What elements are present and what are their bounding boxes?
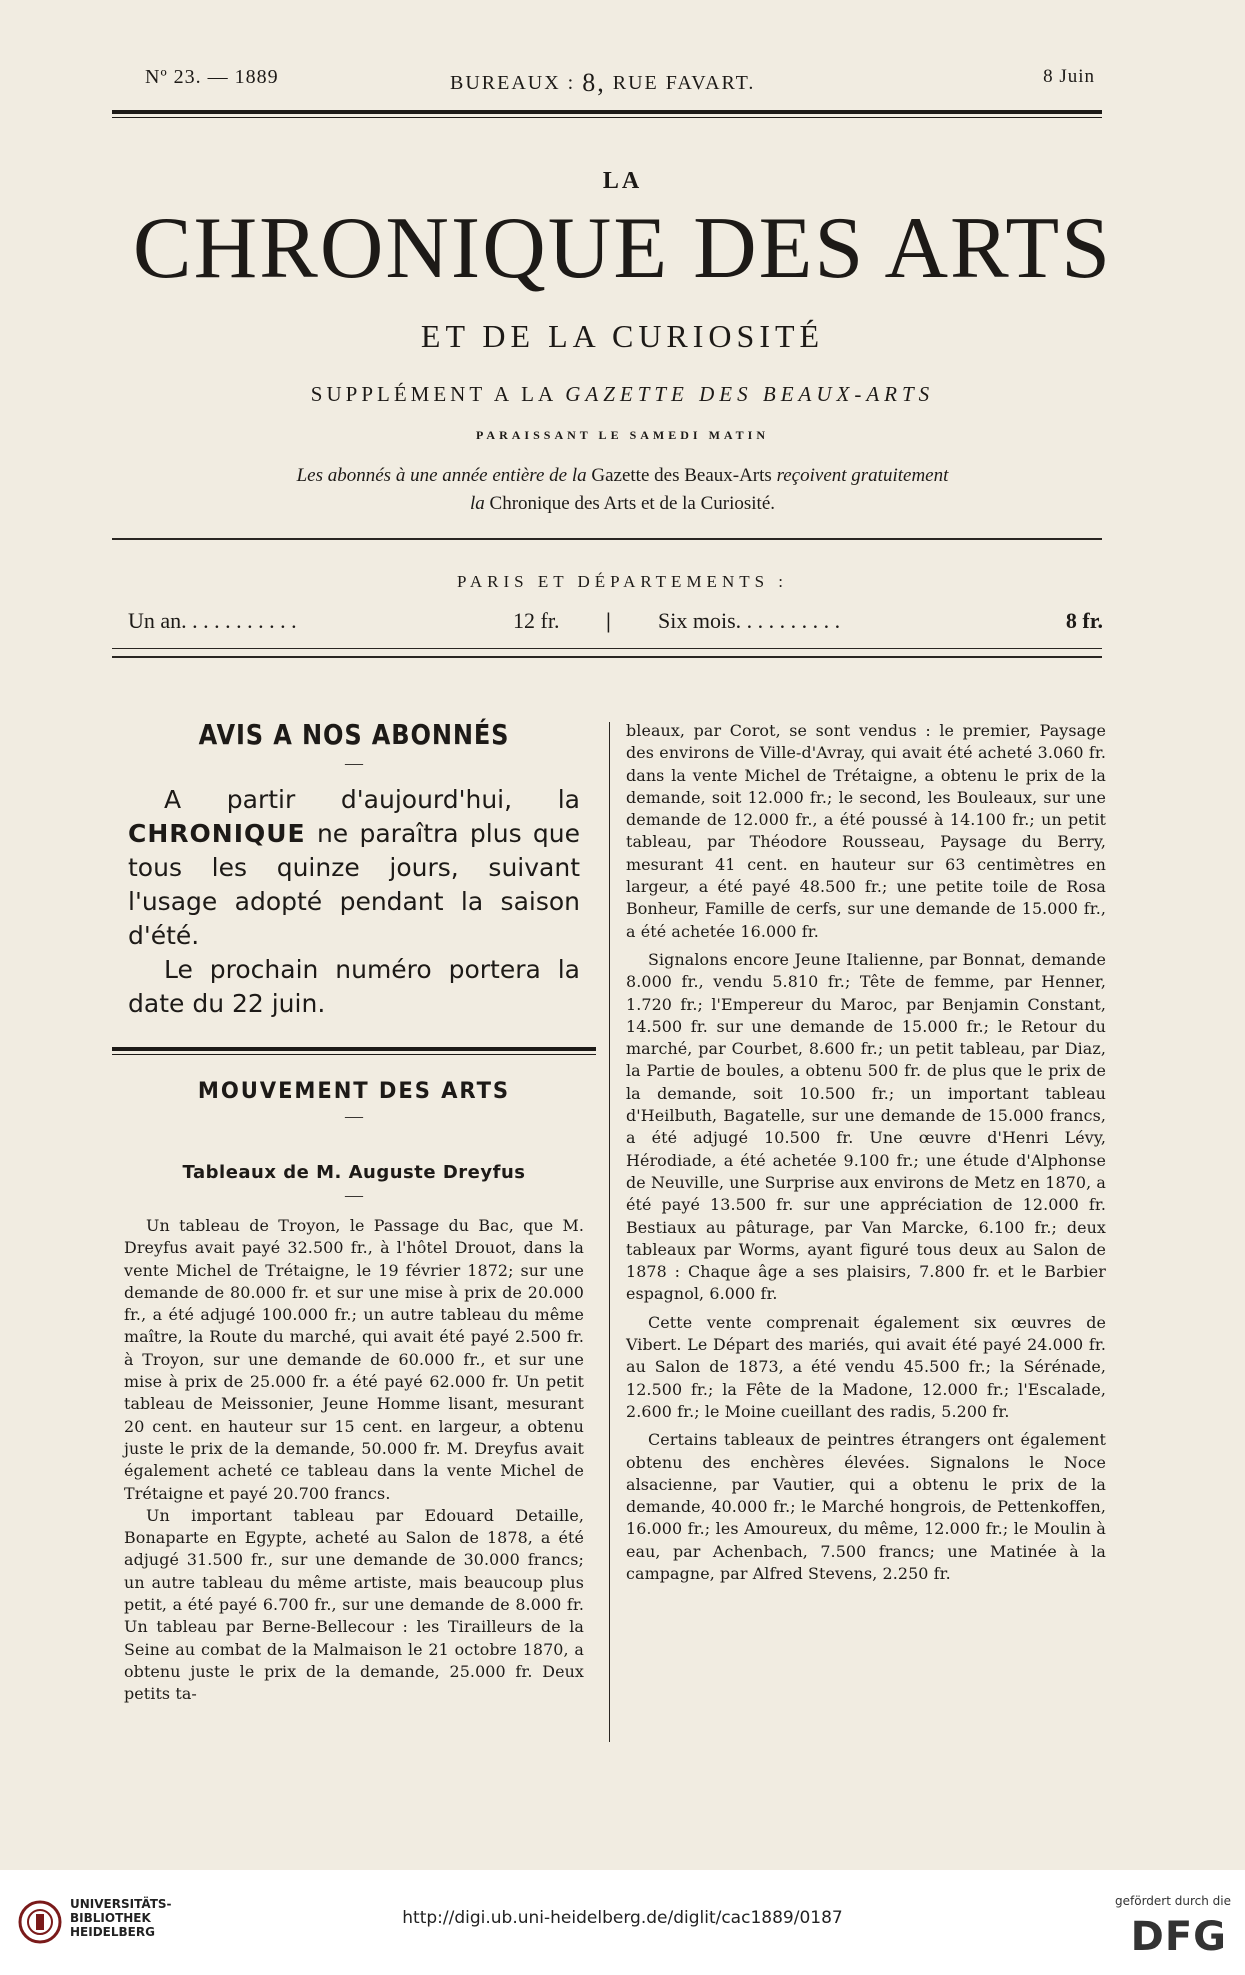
title-subtitle: ET DE LA CURIOSITÉ [420, 318, 825, 354]
viewer-footer [0, 1870, 1245, 1975]
avis-body [128, 783, 580, 1021]
paragraph: Certains tableaux de peintres étrangers ont également obtenu des enchères élevées. Signalons le Noce alsacienne, par Vautier, qui a obtenu le prix de la demande, 40.000 fr.; le Marché hongrois, de Pettenkoffen, 16.000 fr.; les Amoureux, du même, 12.000 fr.; le Moulin à eau, par Achenbach, 7.500 francs; une Matinée à la campagne, par Alfred Stevens, 2.250 fr. [626, 1430, 1106, 1583]
paragraph: Un tableau de Troyon, le Passage du Bac, que M. Dreyfus avait payé 32.500 fr., à l'hôtel Drouot, dans la vente Michel de Trétaigne, le 19 février 1872; sur une demande de 80.000 fr. et sur une mise à prix de 20.000 fr., a été adjugé 100.000 fr.; un autre tableau du même maître, la Route du marché, qui avait été payé 2.500 fr. à Troyon, sur une demande de 60.000 fr., et sur une mise à prix de 25.000 fr. a été payé 62.000 fr. Un petit tableau de Meissonier, Jeune Homme lisant, mesurant 20 cent. en hauteur sur 15 cent. en largeur, a obtenu juste le prix de la demande, 50.000 fr. M. Dreyfus avait également acheté ce tableau dans la vente Michel de Trétaigne et payé 20.700 francs. [124, 1216, 584, 1503]
publication-schedule: PARAISSANT LE SAMEDI MATIN [475, 428, 770, 442]
subtitle-dash: — [345, 1185, 363, 1205]
bureaux-address: BUREAUX : 8, RUE FAVART. [450, 68, 756, 97]
article-text-left [124, 1215, 584, 1706]
subscriber-note: Les abonnés à une année entière de la Gazette des Beaux-Arts reçoivent gratuitement la Chronique des Arts et de la Curiosité. [296, 465, 949, 514]
column-divider [609, 722, 610, 1742]
section-rule [112, 1047, 596, 1051]
title-article: LA [602, 168, 643, 194]
price-separator: | [606, 608, 611, 633]
header-rule-1 [112, 538, 1102, 540]
paragraph: bleaux, par Corot, se sont vendus : le premier, Paysage des environs de Ville-d'Avray, qui avait été acheté 3.060 fr. dans la vente Michel de Trétaigne, a obtenu le prix de la demande, soit 12.000 fr.; le second, les Bouleaux, sur une demande de 12.000 fr., a été poussé à 14.100 fr.; un petit tableau, par Théodore Rousseau, Paysage du Berry, mesurant 41 cent. en hauteur sur 63 centimètres en largeur, a été payé 48.500 fr.; une petite toile de Rosa Bonheur, Famille de cerfs, sur une demande de 15.000 fr., a été achetée 16.000 fr. [626, 721, 1106, 941]
mouvement-dash: — [345, 1106, 363, 1126]
library-name: UNIVERSITÄTS- BIBLIOTHEK HEIDELBERG [70, 1897, 172, 1939]
paragraph: Un important tableau par Edouard Detaille, Bonaparte en Egypte, acheté au Salon de 1878, a été adjugé 31.500 fr., sur une demande de 30.000 francs; un autre tableau du même artiste, mais beaucoup plus petit, a été payé 6.700 fr., sur une demande de 8.000 fr. Un tableau par Berne-Bellecour : les Tirailleurs de la Seine au combat de la Malmaison le 21 octobre 1870, a obtenu juste le prix de la demande, 25.000 fr. Deux petits ta- [124, 1505, 584, 1704]
funding-label: gefördert durch die [1115, 1894, 1231, 1908]
avis-paragraph-1: A partir d'aujourd'hui, la CHRONIQUE ne paraîtra plus que tous les quinze jours, suivant l'usage adopté pendant la saison d'été. [128, 785, 580, 950]
masthead-top-line [145, 66, 1095, 96]
article-subtitle: Tableaux de M. Auguste Dreyfus [182, 1162, 526, 1183]
subscription-heading: PARIS ET DÉPARTEMENTS : [456, 572, 789, 591]
annual-label: Un an. . . . . . . . . . . [128, 608, 297, 633]
half-year-price: 8 fr. [1065, 608, 1103, 633]
paragraph: Cette vente comprenait également six œuvres de Vibert. Le Départ des mariés, qui avait été payé 24.000 fr. au Salon de 1873, a été vendu 45.500 fr.; la Sérénade, 12.500 fr.; la Fête de la Madone, 12.000 fr.; l'Escalade, 2.600 fr.; le Moine cueillant des radis, 5.200 fr. [626, 1312, 1106, 1421]
header-rule-2 [112, 648, 1102, 649]
supplement-line: SUPPLÉMENT A LA GAZETTE DES BEAUX-ARTS [310, 382, 935, 406]
source-url[interactable]: http://digi.ub.uni-heidelberg.de/diglit/cac1889/0187 [402, 1908, 843, 1928]
mouvement-title: MOUVEMENT DES ARTS [197, 1079, 511, 1104]
subscription-prices [128, 608, 1103, 642]
right-column [626, 720, 1106, 1585]
dfg-logo: DFG [1130, 1914, 1227, 1960]
issue-number: Nº 23. — 1889 [145, 66, 279, 88]
avis-dash: — [345, 753, 363, 773]
paragraph: Signalons encore Jeune Italienne, par Bonnat, demande 8.000 fr., vendu 5.810 fr.; Tête de femme, par Henner, 1.720 fr.; l'Empereur du Maroc, par Benjamin Constant, 14.500 fr. sur une demande de 15.000 fr.; le Retour du marché, par Courbet, 8.600 fr.; un petit tableau, par Diaz, la Partie de boules, a obtenu 500 fr. de plus que le prix de la demande, soit 10.500 fr.; un important tableau d'Heilbuth, Bagatelle, sur une demande de 15.000 francs, a été adjugé 10.500 fr. Une œuvre d'Henri Lévy, Hérodiade, a été achetée 9.100 fr.; une étude d'Alphonse de Neuville, une Surprise aux environs de Metz en 1870, a été payé 13.500 fr. sur une appréciation de 12.000 fr. Bestiaux au pâturage, par Van Marcke, 6.100 fr.; deux tableaux par Worms, ayant figuré tous deux au Salon de 1878 : Chaque âge a ses plaisirs, 7.800 fr. et le Barbier espagnol, 6.000 fr. [626, 949, 1106, 1304]
avis-title: AVIS A NOS ABONNÉS [198, 718, 510, 751]
left-column [112, 716, 596, 1706]
masthead-rule [112, 110, 1102, 118]
half-year-label: Six mois. . . . . . . . . . [658, 608, 841, 633]
avis-paragraph-2: Le prochain numéro portera la date du 22 juin. [128, 955, 580, 1018]
article-text-right [626, 720, 1106, 1585]
title-main: CHRONIQUE DES ARTS [132, 200, 1113, 297]
annual-price: 12 fr. [513, 608, 560, 633]
issue-date: 8 Juin [1043, 66, 1095, 87]
header-rule-3 [112, 656, 1102, 658]
